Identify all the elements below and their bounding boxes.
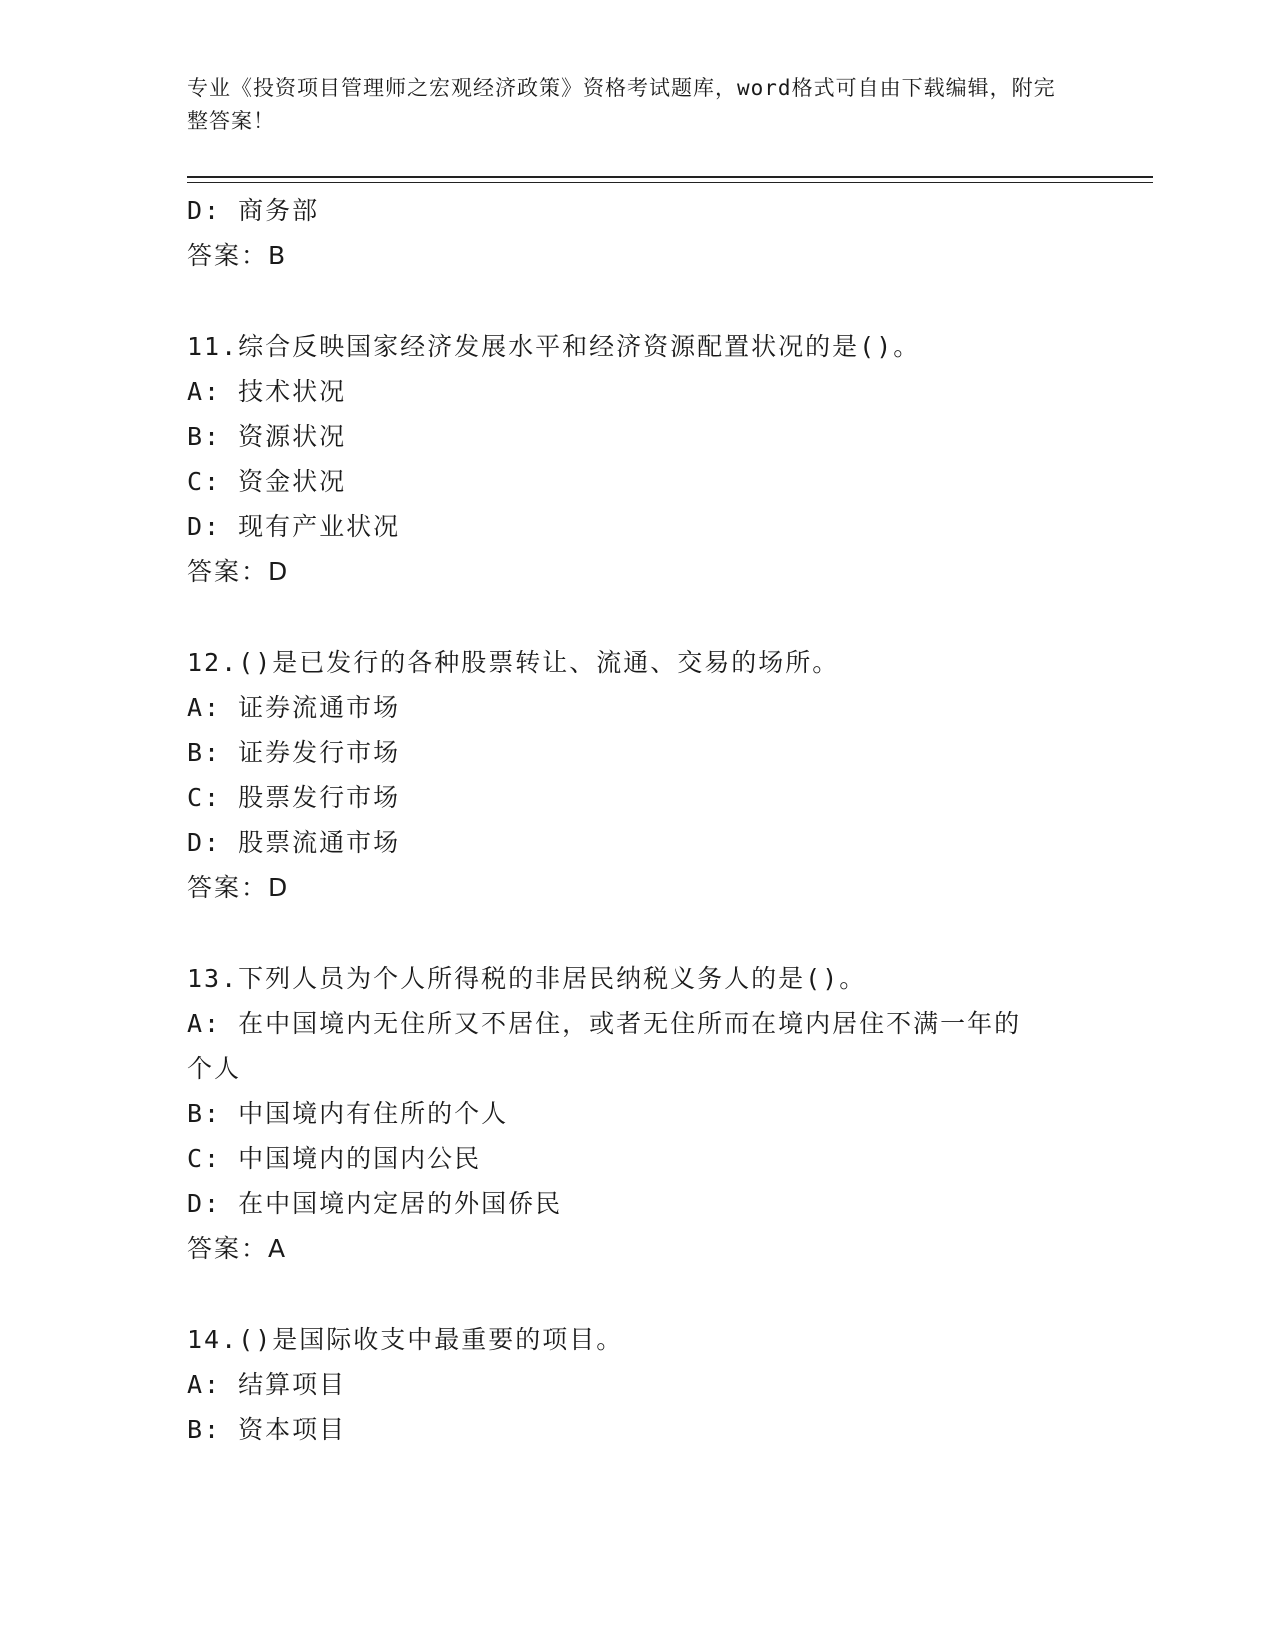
question-stem: 12.()是已发行的各种股票转让、流通、交易的场所。 [187,648,840,677]
option-c: C: 中国境内的国内公民 [187,1144,482,1173]
question-list [187,188,1087,1452]
question-block [187,324,1087,594]
option-b: B: 中国境内有住所的个人 [187,1099,509,1128]
header-divider-thin [187,182,1153,183]
option-a: A: 结算项目 [187,1370,347,1399]
question-stem: 13.下列人员为个人所得税的非居民纳税义务人的是()。 [187,964,867,993]
option-a: A: 证券流通市场 [187,693,401,722]
header-divider [187,176,1153,178]
option-d: D: 现有产业状况 [187,512,401,541]
option-b: B: 资源状况 [187,422,347,451]
option-c: C: 资金状况 [187,467,347,496]
option-d: D: 商务部 [187,196,320,225]
option-a: A: 技术状况 [187,377,347,406]
answer-line: 答案：D [187,873,290,902]
option-d: D: 在中国境内定居的外国侨民 [187,1189,563,1218]
option-b: B: 证券发行市场 [187,738,401,767]
answer-line: 答案：D [187,557,290,586]
option-b: B: 资本项目 [187,1415,347,1444]
option-a: A: 在中国境内无住所又不居住，或者无住所而在境内居住不满一年的个人 [187,1009,1022,1083]
option-d: D: 股票流通市场 [187,828,401,857]
question-stem: 14.()是国际收支中最重要的项目。 [187,1325,624,1354]
question-stem: 11.综合反映国家经济发展水平和经济资源配置状况的是()。 [187,332,921,361]
answer-line: 答案：A [187,1234,288,1263]
question-block [187,640,1087,910]
answer-line: 答案：B [187,241,288,270]
question-block [187,956,1087,1271]
option-c: C: 股票发行市场 [187,783,401,812]
question-block [187,1317,1087,1452]
page-header: 专业《投资项目管理师之宏观经济政策》资格考试题库，word格式可自由下载编辑，附完整答案！ [187,76,1056,133]
